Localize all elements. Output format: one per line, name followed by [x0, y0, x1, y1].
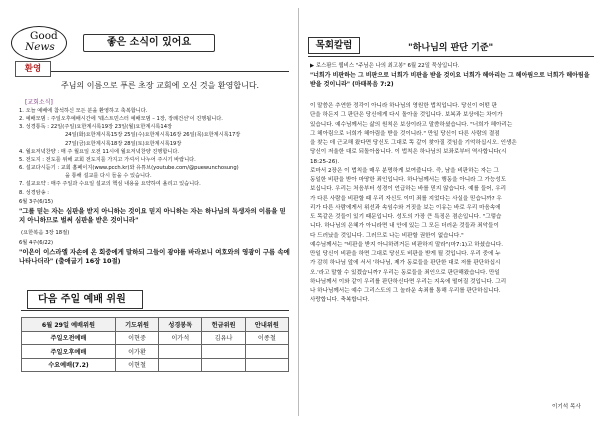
column-line: 하나님께서 이와 같이 우리를 판단하신다면 우리는 지옥에 떨어질 것입니다. 그리: [310, 278, 507, 285]
news-title: [교회소식]: [25, 99, 53, 106]
column-line: 로마서 2장은 이 법칙을 매우 분명하게 보여줍니다. 즉, 남을 비판하는 자는 그: [310, 167, 499, 174]
logo-word-good: Good: [30, 30, 58, 42]
header-rule: [21, 71, 289, 72]
news-item: 3. 성경통독 : 22일(주일)요한계시록19장 23일(월)요한계시록14장: [19, 124, 173, 131]
welcome-text: 주님의 이름으로 푸른 초장 교회에 오신 것을 환영합니다.: [61, 81, 260, 90]
table-cell: 이가석: [159, 331, 202, 345]
column-line: 이 말씀은 추연한 정각이 아니라 하나님의 영원한 법칙입니다. 당신이 어떤 판: [310, 103, 498, 109]
news-item: 8. 성경암송 :: [19, 189, 50, 196]
memory-verse-week4-heading: 6월 4주(6/22): [19, 240, 53, 246]
table-header: 6월 29일 예배위원: [22, 318, 116, 332]
welcome-label: 환영: [15, 61, 51, 77]
column-line: 예수님께서는 "비판을 받지 아니하려거든 비판하지 말라"(마7:1)고 하셨습니다.: [310, 241, 504, 248]
column-body: [310, 102, 594, 306]
column-line: 가 다른 사람을 비판할 때 우리 자신도 이미 죄를 지었다는 사실을 믿습니까? 우: [310, 195, 502, 202]
news-item: 1. 오늘 예배에 참석하신 모든 분을 환영하고 축복합니다.: [19, 108, 148, 114]
column-signature: 이기석 목사: [552, 404, 581, 410]
table-cell: 이현중: [115, 331, 158, 345]
column-line: 도 똑같은 것들이 있기 때문입니다. 성도의 가장 큰 특징은 겸손입니다. "그렇습: [310, 214, 502, 220]
table-row: [22, 331, 289, 345]
column-line: 만일 당신이 비판을 하면 그대로 당신도 비판을 받게 될 것입니다. 우리 중에 누: [310, 251, 501, 257]
column-line: 18:25-26).: [310, 158, 340, 165]
column-line: 보십니다. 우리는 처음부터 성경이 언급하는 바를 믿지 않습니다. 예를 들어, 우리: [310, 186, 507, 193]
news-item: 2. 예배모범 : 주일오후예배시간에 '웨스트민스터 예배모범 – 1장, 장례건선'이 진행됩니다.: [19, 116, 223, 123]
news-item: 4. 월요저녁찬양 : 매 주 월요일 오전 11시에 월요저녁찬양 진행합니다.: [19, 148, 180, 155]
table-row: [22, 345, 289, 359]
column-rule: [308, 56, 594, 57]
table-cell: 이종철: [245, 331, 288, 345]
table-header: 성경봉독: [159, 318, 202, 332]
table-cell: [245, 345, 288, 359]
next-worship-title: 다음 주일 예배 위원: [27, 290, 143, 309]
table-row: [22, 358, 289, 372]
column-label: 목회칼럼: [308, 37, 360, 54]
column-title: "하나님의 판단 기준": [408, 43, 494, 53]
table-header: 기도위원: [115, 318, 158, 332]
news-item: 을 통해 설교를 다시 들을 수 있습니다.: [65, 173, 152, 180]
column-line: 단을 하든지 그 판단은 당신에게 다시 돌아올 것입니다. 보복과 보상에는 차이가: [310, 112, 503, 119]
column-line: 동일한 비판을 받아 마땅한 죄인입니다. 하나님께서는 행동을 아니라 그 가능성도: [310, 177, 507, 183]
memory-verse-week4: "이은이 이스라엘 자손에 온 회중에게 말하되 그들이 광야를 바라보니 여호와의 영광이 구름 속에 나타나더라" (출애굽기 16장 10절): [19, 248, 290, 265]
table-cell: [202, 358, 245, 372]
memory-verse-week3-ref: (요한복음 3장 18절): [21, 230, 70, 236]
next-worship-rule: [21, 310, 289, 311]
table-cell: 김유나: [202, 331, 245, 345]
table-cell: [202, 345, 245, 359]
news-item: 24일(화)요한계시록15장 25일(수)요한계시록16장 26일(목)요한계시록17장: [65, 132, 241, 139]
column-line: 사랑합니다. 축복합니다.: [310, 297, 370, 304]
memory-verse-week3: "그를 믿는 자는 심판을 받지 아니하는 것이요 믿지 아니하는 자는 하나님의 독생자의 이름을 믿지 아니하므로 벌써 심판을 받은 것이니라": [19, 207, 286, 224]
column-line: 다 드러났을 것입니다. 그러므로 나는 비판할 권한이 없습니다.": [310, 232, 464, 239]
column-line: 있습니다. 예수님께서는 삶의 원칙은 보상이라고 말씀하셨습니다. "너희가 헤아리는: [310, 121, 513, 128]
table-header-row: [22, 318, 289, 332]
column-line: 니다. 하나님의 은혜가 아니라면 내 안에 있는 그 모든 더러운 것들과 죄악들이: [310, 223, 499, 230]
table-cell: 주일오전예배: [22, 331, 116, 345]
table-cell: [159, 345, 202, 359]
table-header: 안내위원: [245, 318, 288, 332]
good-news-logo: [11, 26, 67, 60]
table-cell: 이가환: [115, 345, 158, 359]
column-line: 을 찾는 데 근교해 왔다면 당신도 그대로 똑 같이 찾아질 것임을 기억하십시오. 인생은: [310, 140, 517, 146]
table-cell: 이현철: [115, 358, 158, 372]
column-divider: [298, 8, 299, 416]
memory-verse-week3-heading: 6월 3주(6/15): [19, 199, 53, 205]
left-panel: [7, 4, 289, 420]
column-line: 나 하나님께서는 예수 그리스도의 그 놀라운 속죄를 통해 우리를 판단하십니다.: [310, 288, 501, 294]
news-list: [19, 107, 289, 197]
news-item: 6. 설교다시듣기 : 교회 홈페이지(www.pcch.kr)와 유튜브(youtube.com/@puewunchosung): [19, 165, 239, 172]
column-key-verse: "너희가 비판하는 그 비판으로 너희가 비판을 받을 것이요 너희가 헤아리는 그 헤아림으로 너희가 헤아림을 받을 것이니라" (마태복음 7:2): [310, 72, 590, 89]
table-cell: 주일오후예배: [22, 345, 116, 359]
column-line: 당신이 저울한 대로 되돌아옵니다. 이 법칙은 하나님의 보좌로부터 역사합니다(시: [310, 149, 507, 156]
news-item: 7. 설교요약 : 매주 주일과 수요일 설교의 핵심 내용을 요약하여 올리고 있습니다.: [19, 181, 201, 188]
column-source-line: ▶ 로스팜드 웹비스 "주님은 나의 최고봉" 6월 22일 묵상입니다.: [310, 63, 460, 69]
worship-schedule-table: [21, 317, 289, 372]
right-panel: [306, 4, 596, 420]
news-item: 5. 전도지 : 전도를 위해 교회 전도지를 가지고 가셔서 나누어 주시기 바랍니다.: [19, 156, 196, 163]
good-news-title: 좋은 소식이 있어요: [83, 34, 215, 52]
news-item: 27일(금)요한계시록18장 28일(토)요한계시록19장: [65, 140, 182, 147]
column-line: 그 헤아림으로 너희가 헤아림을 받을 것이니라." 만일 당신이 다른 사람의 결점: [310, 130, 500, 137]
column-line: 리가 다른 사람에게서 위선과 속임수와 거짓을 보는 이유는 바로 우리 마음속에: [310, 204, 501, 211]
table-cell: 수요예배(7.2): [22, 358, 116, 372]
column-line: 가 감히 하나님 앞에 서서 '하나님, 제가 동료들을 판단한 대로 저를 판단하십시: [310, 260, 501, 267]
logo-word-news: News: [25, 41, 55, 53]
table-cell: [159, 358, 202, 372]
column-line: 오.'라고 말할 수 있겠습니까? 우리는 동료들을 죄인으로 판단해왔습니다. 만일: [310, 269, 500, 276]
table-header: 헌금위원: [202, 318, 245, 332]
table-cell: [245, 358, 288, 372]
